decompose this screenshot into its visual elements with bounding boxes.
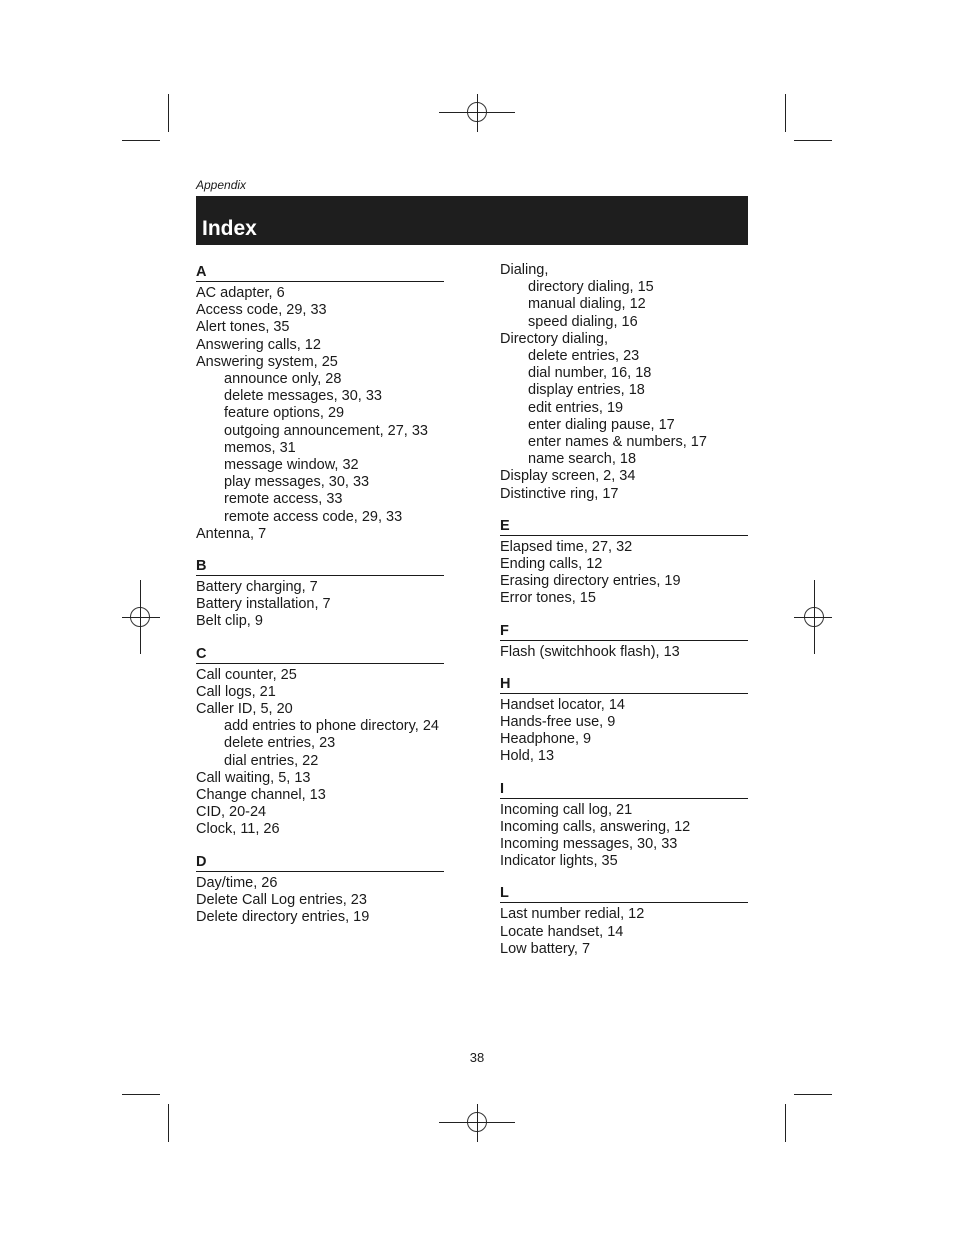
index-group xyxy=(196,262,444,543)
index-entry: Belt clip, 9 xyxy=(196,613,263,630)
index-entry: Low battery, 7 xyxy=(500,940,591,957)
index-letter-heading: A xyxy=(196,262,444,282)
index-entry: Display screen, 2, 34 xyxy=(500,468,636,485)
index-entry: CID, 20-24 xyxy=(196,804,267,821)
index-subentry: feature options, 29 xyxy=(224,405,345,422)
index-entry: AC adapter, 6 xyxy=(196,285,285,301)
index-entry: Delete directory entries, 19 xyxy=(196,909,370,926)
index-column-right xyxy=(500,262,748,958)
index-entry: Indicator lights, 35 xyxy=(500,853,618,870)
index-letter-heading: H xyxy=(500,674,748,694)
index-subentry: enter names & numbers, 17 xyxy=(528,434,707,451)
index-subentry: speed dialing, 16 xyxy=(528,313,638,330)
index-entry: Call counter, 25 xyxy=(196,666,297,683)
index-column-left xyxy=(196,262,444,926)
index-subentry: announce only, 28 xyxy=(224,371,342,388)
index-group xyxy=(196,644,444,839)
index-subentry: dial entries, 22 xyxy=(224,752,319,769)
index-entry: Answering system, 25 xyxy=(196,353,338,370)
index-group xyxy=(500,674,748,766)
index-group xyxy=(500,779,748,871)
index-entry: Incoming messages, 30, 33 xyxy=(500,836,678,853)
index-subentry: name search, 18 xyxy=(528,451,637,468)
index-subentry: enter dialing pause, 17 xyxy=(528,416,675,433)
index-subentry: memos, 31 xyxy=(224,439,296,456)
index-entry: Elapsed time, 27, 32 xyxy=(500,538,633,555)
index-subentry: delete messages, 30, 33 xyxy=(224,388,382,405)
index-entry: Call logs, 21 xyxy=(196,683,276,700)
index-subentry: delete entries, 23 xyxy=(224,735,336,752)
index-entry: Directory dialing, xyxy=(500,330,608,347)
index-letter-heading: E xyxy=(500,516,748,536)
index-entry: Handset locator, 14 xyxy=(500,696,625,713)
index-letter-heading: C xyxy=(196,644,444,664)
index-entry: Distinctive ring, 17 xyxy=(500,485,619,502)
page-number: 38 xyxy=(469,1050,485,1065)
index-subentry: outgoing announcement, 27, 33 xyxy=(224,422,428,439)
index-entry: Dialing, xyxy=(500,262,549,278)
index-entry: Ending calls, 12 xyxy=(500,556,603,573)
index-group xyxy=(500,883,748,958)
index-entry: Access code, 29, 33 xyxy=(196,302,327,319)
index-entry: Alert tones, 35 xyxy=(196,319,290,336)
index-entry: Antenna, 7 xyxy=(196,525,267,542)
title-bar xyxy=(196,196,748,245)
index-entry: Change channel, 13 xyxy=(196,787,326,804)
index-entry: Hands-free use, 9 xyxy=(500,714,616,731)
index-entry: Clock, 11, 26 xyxy=(196,821,280,838)
index-group xyxy=(196,556,444,631)
index-entry: Battery installation, 7 xyxy=(196,596,331,613)
index-subentry: directory dialing, 15 xyxy=(528,279,654,296)
index-entry: Battery charging, 7 xyxy=(196,579,318,596)
index-subentry: display entries, 18 xyxy=(528,382,645,399)
index-entry: Locate handset, 14 xyxy=(500,923,624,940)
index-entry: Incoming calls, answering, 12 xyxy=(500,818,691,835)
index-group xyxy=(500,621,748,661)
section-label: Appendix xyxy=(196,178,247,192)
index-entry: Flash (switchhook flash), 13 xyxy=(500,643,680,660)
index-group xyxy=(500,516,748,608)
index-entry: Day/time, 26 xyxy=(196,874,278,891)
index-subentry: play messages, 30, 33 xyxy=(224,474,370,491)
index-subentry: edit entries, 19 xyxy=(528,399,624,416)
page-title: Index xyxy=(202,217,257,240)
index-letter-heading: D xyxy=(196,852,444,872)
index-entry: Caller ID, 5, 20 xyxy=(196,701,293,718)
index-entry: Incoming call log, 21 xyxy=(500,801,633,818)
index-subentry: remote access, 33 xyxy=(224,491,343,508)
index-entry: Headphone, 9 xyxy=(500,731,592,748)
index-subentry: manual dialing, 12 xyxy=(528,296,646,313)
index-group xyxy=(500,262,748,503)
index-entry: Call waiting, 5, 13 xyxy=(196,769,311,786)
index-entry: Last number redial, 12 xyxy=(500,906,645,923)
index-letter-heading: F xyxy=(500,621,748,641)
index-subentry: dial number, 16, 18 xyxy=(528,365,652,382)
index-subentry: delete entries, 23 xyxy=(528,348,640,365)
index-entry: Delete Call Log entries, 23 xyxy=(196,891,367,908)
index-entry: Hold, 13 xyxy=(500,748,555,765)
index-group xyxy=(196,852,444,927)
index-letter-heading: I xyxy=(500,779,748,799)
index-subentry: add entries to phone directory, 24 xyxy=(224,718,439,735)
index-entry: Erasing directory entries, 19 xyxy=(500,573,681,590)
index-subentry: remote access code, 29, 33 xyxy=(224,508,403,525)
index-letter-heading: L xyxy=(500,883,748,903)
index-subentry: message window, 32 xyxy=(224,457,359,474)
index-letter-heading: B xyxy=(196,556,444,576)
index-entry: Error tones, 15 xyxy=(500,590,596,607)
index-entry: Answering calls, 12 xyxy=(196,336,321,353)
